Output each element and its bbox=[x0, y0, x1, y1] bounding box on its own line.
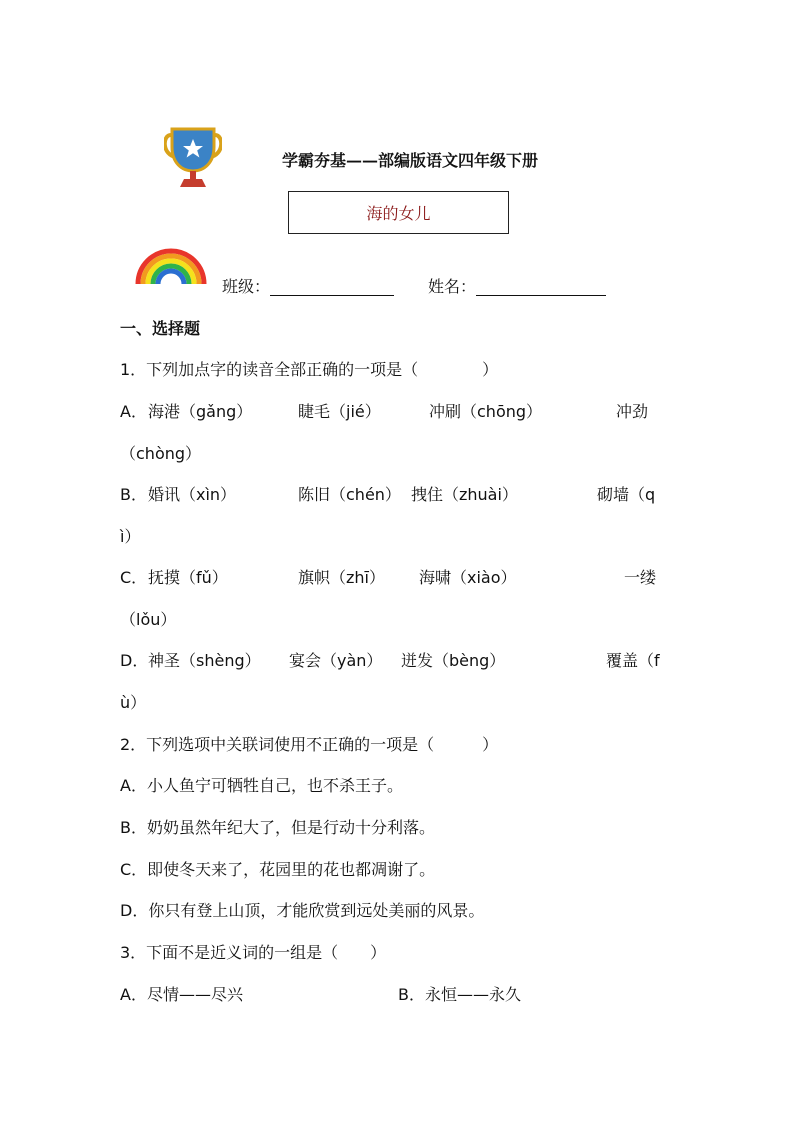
q2-option-a: A．小人鱼宁可牺牲自己，也不杀王子。 bbox=[120, 776, 403, 795]
q1-option-a-item-2: 睫毛（jié） bbox=[298, 402, 381, 421]
q1-option-a-item-1: 海港（gǎng） bbox=[148, 402, 253, 421]
q3-option-b: B．永恒——永久 bbox=[398, 985, 521, 1004]
name-field bbox=[428, 274, 606, 297]
q2-stem: 2．下列选项中关联词使用不正确的一项是（ ） bbox=[120, 735, 499, 754]
q3-stem: 3．下面不是近义词的一组是（ ） bbox=[120, 943, 387, 962]
q1-option-b-label: B． bbox=[120, 485, 147, 504]
trophy-icon bbox=[164, 127, 222, 189]
q1-option-b-item-4: 砌墙（q bbox=[597, 485, 656, 504]
q1-option-c-item-3: 海啸（xiào） bbox=[419, 568, 517, 587]
q1-option-b-wrap: ì） bbox=[120, 527, 141, 546]
name-label: 姓名： bbox=[428, 277, 477, 296]
q1-option-b-item-2: 陈旧（chén） bbox=[298, 485, 401, 504]
section-heading: 一、选择题 bbox=[120, 319, 201, 338]
q1-option-a-label: A． bbox=[120, 402, 147, 421]
q1-option-d-wrap: ù） bbox=[120, 693, 147, 712]
q1-option-c-wrap: （lǒu） bbox=[120, 610, 177, 629]
q1-option-d-item-1: 神圣（shèng） bbox=[148, 651, 261, 670]
rainbow-icon bbox=[134, 246, 208, 286]
q1-option-b-item-1: 婚讯（xìn） bbox=[148, 485, 237, 504]
q1-option-d-item-2: 宴会（yàn） bbox=[289, 651, 383, 670]
document-title: 学霸夯基——部编版语文四年级下册 bbox=[282, 151, 539, 170]
q1-option-c-item-1: 抚摸（fǔ） bbox=[148, 568, 228, 587]
q1-option-a-item-4: 冲劲 bbox=[616, 402, 649, 421]
lesson-title-box bbox=[288, 191, 509, 234]
q1-option-d-label: D． bbox=[120, 651, 149, 670]
q1-option-d-item-3: 迸发（bèng） bbox=[401, 651, 506, 670]
class-field bbox=[222, 274, 394, 297]
lesson-title: 海的女儿 bbox=[366, 204, 431, 223]
q1-option-a-wrap: （chòng） bbox=[120, 444, 202, 463]
q3-option-a: A．尽情——尽兴 bbox=[120, 985, 243, 1004]
q1-stem: 1．下列加点字的读音全部正确的一项是（ ） bbox=[120, 360, 499, 379]
class-input-line[interactable] bbox=[270, 277, 394, 296]
q1-option-c-label: C． bbox=[120, 568, 148, 587]
q1-option-a-item-3: 冲刷（chōng） bbox=[429, 402, 543, 421]
class-label: 班级： bbox=[222, 277, 271, 296]
q2-option-b: B．奶奶虽然年纪大了，但是行动十分利落。 bbox=[120, 818, 435, 837]
q2-option-d: D．你只有登上山顶，才能欣赏到远处美丽的风景。 bbox=[120, 901, 485, 920]
q1-option-b-item-3: 拽住（zhuài） bbox=[411, 485, 518, 504]
q2-option-c: C．即使冬天来了，花园里的花也都凋谢了。 bbox=[120, 860, 436, 879]
q1-option-d-item-4: 覆盖（f bbox=[606, 651, 660, 670]
q1-option-c-item-4: 一缕 bbox=[624, 568, 657, 587]
name-input-line[interactable] bbox=[476, 277, 606, 296]
q1-option-c-item-2: 旗帜（zhī） bbox=[298, 568, 385, 587]
